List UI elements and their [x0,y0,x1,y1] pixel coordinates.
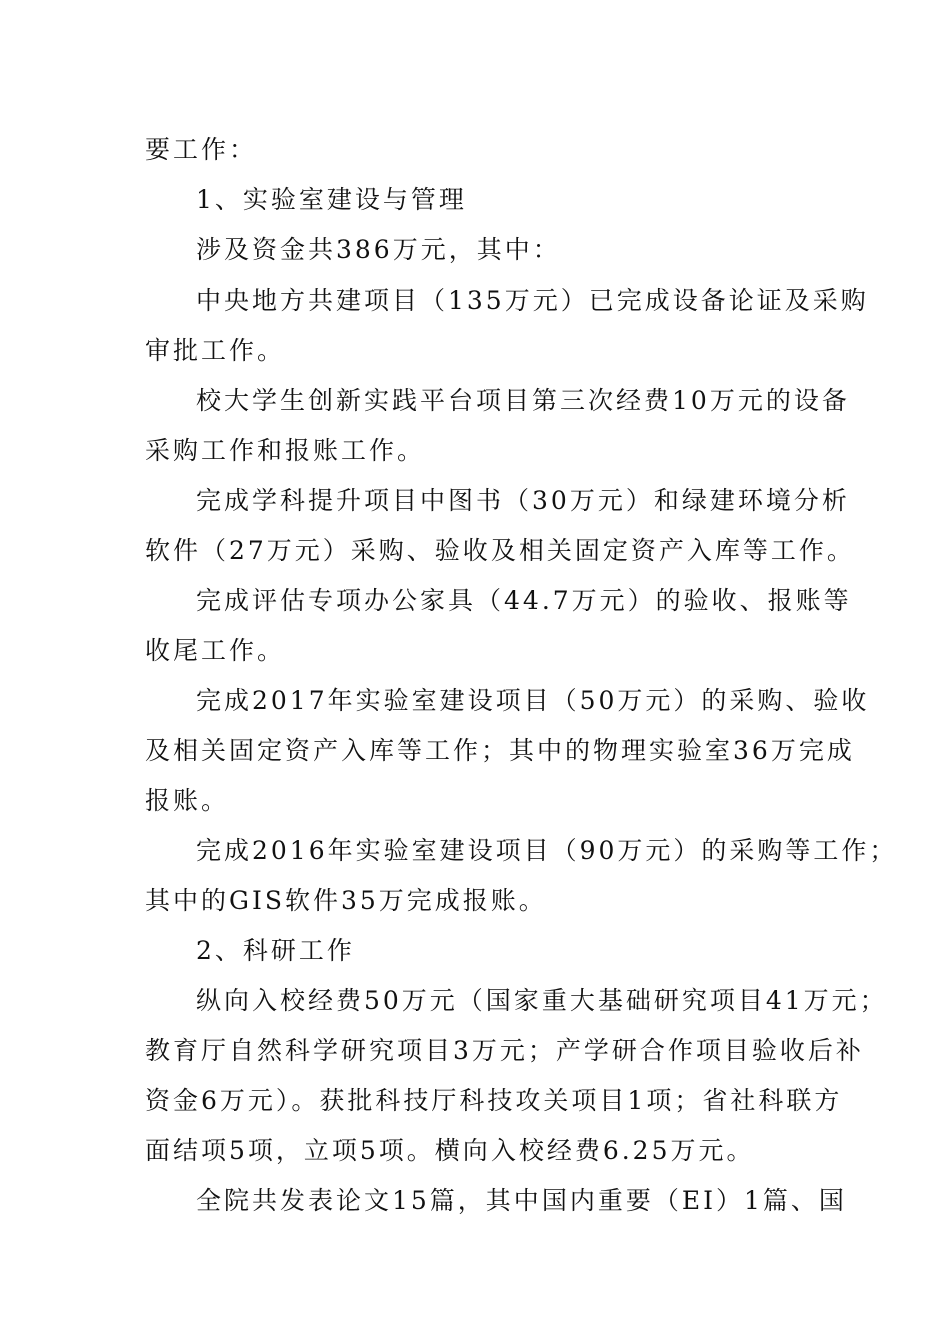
text-line: 采购工作和报账工作。 [145,436,426,465]
text-line: 涉及资金共386万元，其中： [196,235,561,264]
section-heading: 1、实验室建设与管理 [196,185,467,214]
text-line: 校大学生创新实践平台项目第三次经费10万元的设备 [196,386,850,415]
text-line: 报账。 [145,786,230,815]
text-line: 完成评估专项办公家具（44.7万元）的验收、报账等 [196,586,852,615]
text-line: 其中的GIS软件35万完成报账。 [145,886,547,915]
text-line: 收尾工作。 [145,636,286,665]
text-line: 要工作： [145,135,258,164]
text-line: 完成2017年实验室建设项目（50万元）的采购、验收 [196,686,870,715]
text-line: 教育厅自然科学研究项目3万元；产学研合作项目验收后补 [145,1036,864,1065]
text-line: 完成2016年实验室建设项目（90万元）的采购等工作； [196,836,898,865]
text-line: 资金6万元）。获批科技厅科技攻关项目1项；省社科联方 [145,1086,843,1115]
text-line: 中央地方共建项目（135万元）已完成设备论证及采购 [196,286,869,315]
text-line: 软件（27万元）采购、验收及相关固定资产入库等工作。 [145,536,855,565]
section-heading: 2、科研工作 [196,936,355,965]
text-line: 审批工作。 [145,336,286,365]
text-line: 纵向入校经费50万元（国家重大基础研究项目41万元； [196,986,888,1015]
text-line: 面结项5项，立项5项。横向入校经费6.25万元。 [145,1136,755,1165]
text-line: 完成学科提升项目中图书（30万元）和绿建环境分析 [196,486,850,515]
text-line: 全院共发表论文15篇，其中国内重要（EI）1篇、国 [196,1186,847,1215]
text-line: 及相关固定资产入库等工作；其中的物理实验室36万完成 [145,736,855,765]
